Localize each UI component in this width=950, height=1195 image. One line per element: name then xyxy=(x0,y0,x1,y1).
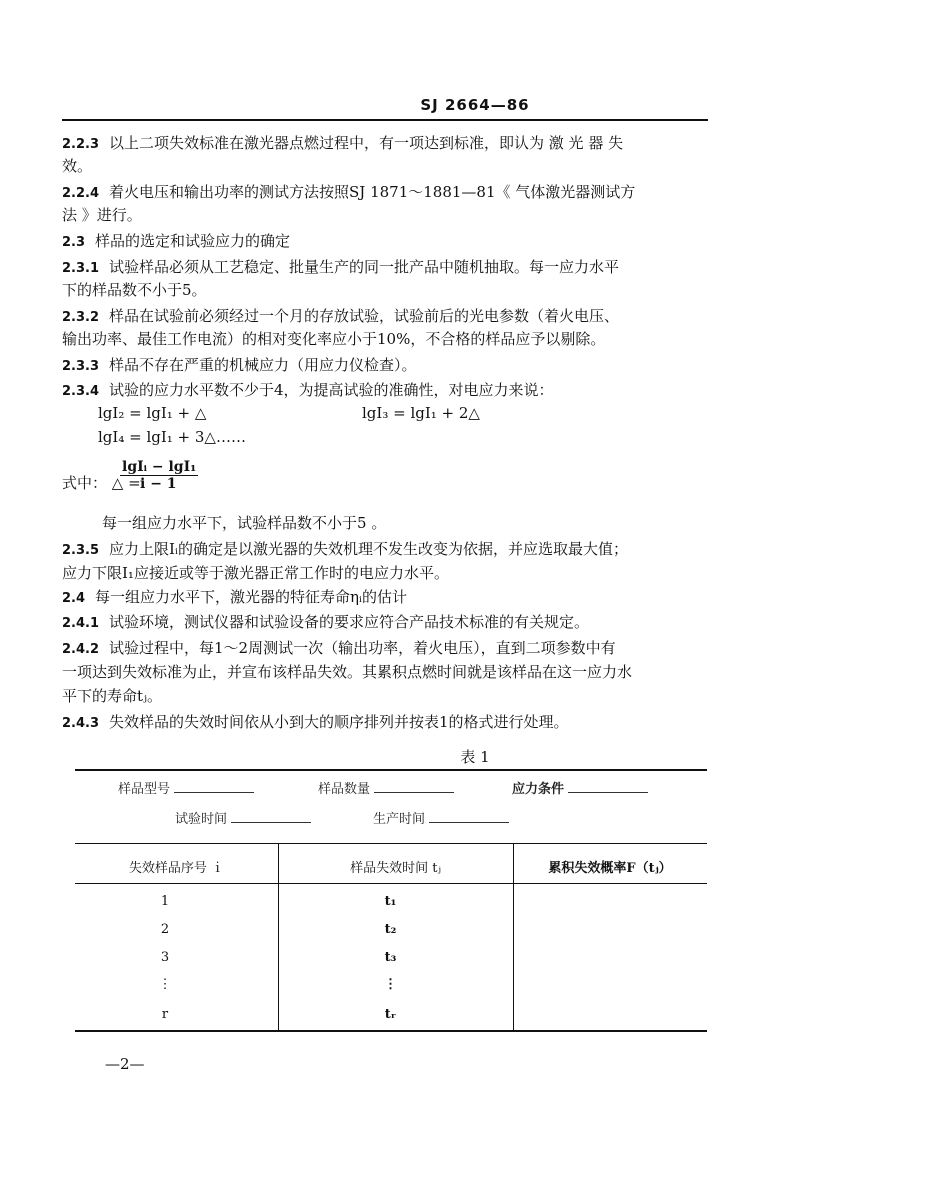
table-cell: 3 xyxy=(160,950,170,965)
formula-where: 式中： △ = xyxy=(62,474,141,492)
table-cell: 2 xyxy=(160,922,170,937)
section-heading: 2.4 每一组应力水平下，激光器的特征寿命ηᵢ的估计 xyxy=(62,588,408,606)
text-line: 2.3.2 样品在试验前必须经过一个月的存放试验，试验前后的光电参数（着火电压、 xyxy=(62,307,620,325)
text-line: 2.3.1 试验样品必须从工艺稳定、批量生产的同一批产品中随机抽取。每一应力水平 xyxy=(62,258,620,276)
text-line: 一项达到失效标准为止，并宣布该样品失效。其累积点燃时间就是该样品在这一应力水 xyxy=(62,663,633,681)
text-line: 法 》进行。 xyxy=(62,206,142,224)
text-line: 2.4.3 失效样品的失效时间依从小到大的顺序排列并按表1的格式进行处理。 xyxy=(62,713,569,731)
text-line: 2.4.1 试验环境，测试仪器和试验设备的要求应符合产品技术标准的有关规定。 xyxy=(62,613,590,631)
table-header-cell: 样品失效时间 tⱼ xyxy=(350,861,441,876)
field-stress-condition: 应力条件 xyxy=(512,778,648,797)
table-cell: t₃ xyxy=(384,950,397,965)
fraction-denominator: i − 1 xyxy=(140,476,177,492)
header-rule xyxy=(62,119,708,121)
formula-1: lgI₂ = lgI₁ + △ xyxy=(98,404,207,422)
table-cell: ⋮ xyxy=(384,977,397,992)
text-line: 2.2.3 以上二项失效标准在激光器点燃过程中，有一项达到标准，即认为 激 光 器 失 xyxy=(62,134,624,152)
text-line: 效。 xyxy=(62,157,93,175)
section-heading: 2.3 样品的选定和试验应力的确定 xyxy=(62,232,291,250)
text-line: 2.4.2 试验过程中，每1～2周测试一次（输出功率，着火电压），直到二项参数中有 xyxy=(62,639,616,657)
text-line: 输出功率、最佳工作电流）的相对变化率应小于10%，不合格的样品应予以剔除。 xyxy=(62,330,606,348)
text-line: 每一组应力水平下，试验样品数不小于5 。 xyxy=(102,514,387,532)
text-line: 平下的寿命tⱼ。 xyxy=(62,687,162,705)
table-header-cell: 累积失效概率F（tⱼ） xyxy=(548,861,672,876)
field-production-time: 生产时间 xyxy=(373,808,509,827)
table-cell: 1 xyxy=(160,894,170,909)
table-cell: ⋮ xyxy=(158,977,172,992)
field-sample-model: 样品型号 xyxy=(118,778,254,797)
table-header-cell: 失效样品序号 ｉ xyxy=(128,861,225,876)
table-cell: t₂ xyxy=(384,922,397,937)
table-cell: tᵣ xyxy=(384,1007,397,1022)
document-header: SJ 2664—86 xyxy=(420,96,530,114)
text-line: 下的样品数不小于5。 xyxy=(62,281,207,299)
page-number: —2— xyxy=(105,1055,145,1073)
table-caption: 表 1 xyxy=(460,748,490,766)
table-cell: t₁ xyxy=(384,894,397,909)
table-bottom-rule xyxy=(75,1030,707,1032)
formula-3: lgI₄ = lgI₁ + 3△…… xyxy=(98,428,246,446)
field-sample-quantity: 样品数量 xyxy=(318,778,454,797)
text-line: 2.3.4 试验的应力水平数不少于4，为提高试验的准确性，对电应力来说： xyxy=(62,381,554,399)
table-top-rule xyxy=(75,769,707,771)
text-line: 2.2.4 着火电压和输出功率的测试方法按照SJ 1871～1881—81《 气体激光器测试方 xyxy=(62,183,636,201)
fraction-numerator: lgIᵢ − lgI₁ xyxy=(122,459,197,475)
formula-2: lgI₃ = lgI₁ + 2△ xyxy=(362,404,480,422)
text-line: 应力下限I₁应接近或等于激光器正常工作时的电应力水平。 xyxy=(62,564,449,582)
table-header-bottom-rule xyxy=(75,883,707,884)
field-test-time: 试验时间 xyxy=(175,808,311,827)
text-line: 2.3.3 样品不存在严重的机械应力（用应力仪检查）。 xyxy=(62,356,417,374)
formula-fraction xyxy=(120,459,198,492)
table-header-rule xyxy=(75,843,707,844)
text-line: 2.3.5 应力上限Iᵢ的确定是以激光器的失效机理不发生改变为依据，并应选取最大值； xyxy=(62,540,628,558)
table-cell: r xyxy=(161,1007,169,1022)
